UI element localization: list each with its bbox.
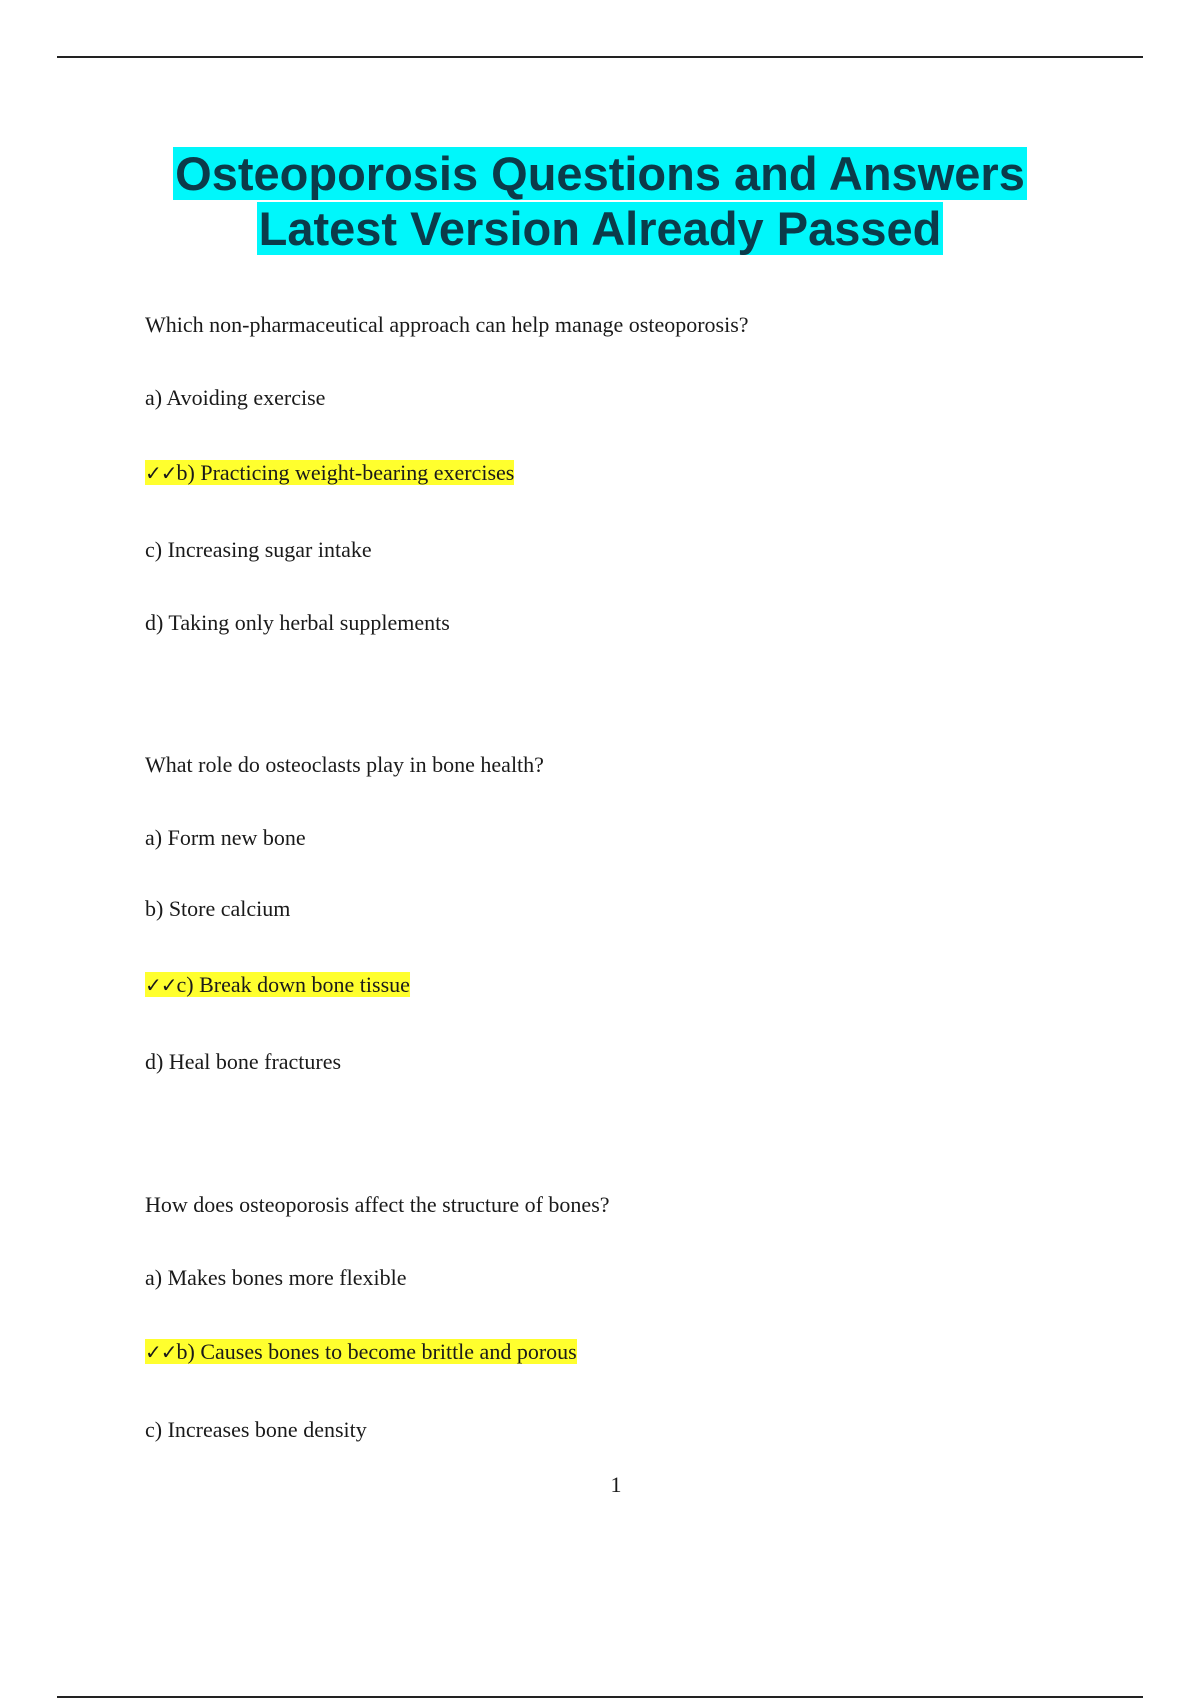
- q1-option-b-correct: [145, 458, 514, 488]
- q2-option-c-label: c) Break down bone tissue: [176, 972, 410, 997]
- question-3-text: How does osteoporosis affect the structure of bones?: [145, 1192, 610, 1217]
- footer-rule: [57, 1696, 1143, 1698]
- q1-option-b-label: b) Practicing weight-bearing exercises: [176, 460, 515, 485]
- check-mark-icon: ✓✓: [145, 1340, 177, 1364]
- page-number: 1: [610, 1472, 622, 1497]
- header-rule: [57, 56, 1143, 58]
- q3-option-b-correct: [145, 1337, 577, 1367]
- q2-option-d: d) Heal bone fractures: [145, 1049, 342, 1074]
- q2-option-c-correct: [145, 970, 410, 1000]
- question-2-text: What role do osteoclasts play in bone health?: [145, 752, 544, 777]
- q1-option-c: c) Increasing sugar intake: [145, 537, 372, 562]
- title-line-1: Osteoporosis Questions and Answers: [175, 147, 1025, 200]
- check-mark-icon: ✓✓: [145, 461, 177, 485]
- question-1-text: Which non-pharmaceutical approach can help manage osteoporosis?: [145, 312, 749, 337]
- q2-option-b: b) Store calcium: [145, 896, 291, 921]
- q1-option-d: d) Taking only herbal supplements: [145, 610, 450, 635]
- check-mark-icon: ✓✓: [145, 973, 177, 997]
- q2-option-a: a) Form new bone: [145, 825, 306, 850]
- q3-option-c: c) Increases bone density: [145, 1417, 367, 1442]
- q3-option-a: a) Makes bones more flexible: [145, 1265, 407, 1290]
- document-title: [0, 146, 1200, 256]
- q3-option-b-label: b) Causes bones to become brittle and porous: [176, 1339, 577, 1364]
- title-line-2: Latest Version Already Passed: [258, 202, 942, 255]
- q1-option-a: a) Avoiding exercise: [145, 385, 326, 410]
